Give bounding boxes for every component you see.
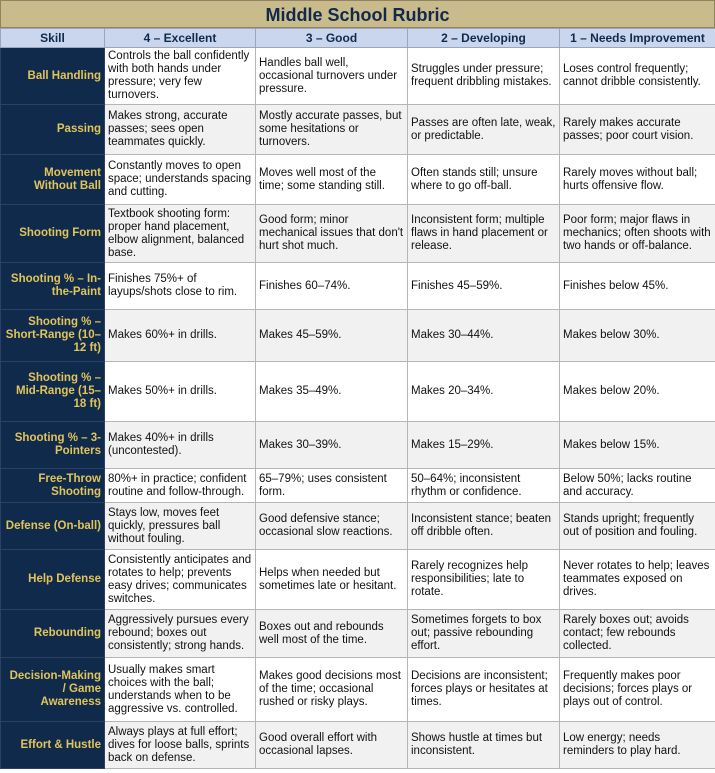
table-row	[1, 658, 715, 722]
rubric-cell: Stays low, moves feet quickly, pressures ball without fouling.	[105, 503, 256, 550]
column-header-good: 3 – Good	[256, 29, 408, 48]
skill-cell: Free-Throw Shooting	[1, 469, 105, 503]
rubric-cell: Makes 30–44%.	[408, 310, 560, 362]
rubric-cell: Finishes 60–74%.	[256, 263, 408, 310]
rubric-cell: Makes 45–59%.	[256, 310, 408, 362]
rubric-cell: Mostly accurate passes, but some hesitations or turnovers.	[256, 105, 408, 155]
skill-cell: Defense (On-ball)	[1, 503, 105, 550]
skill-cell: Help Defense	[1, 550, 105, 610]
skill-cell: Ball Handling	[1, 48, 105, 105]
rubric-cell: Constantly moves to open space; understands spacing and cutting.	[105, 155, 256, 205]
rubric-cell: Makes 60%+ in drills.	[105, 310, 256, 362]
rubric-cell: 50–64%; inconsistent rhythm or confidence.	[408, 469, 560, 503]
table-row	[1, 105, 715, 155]
table-row	[1, 469, 715, 503]
table-row	[1, 503, 715, 550]
rubric-cell: Usually makes smart choices with the ball; understands when to be aggressive vs. controlled.	[105, 658, 256, 722]
rubric-cell: Makes 15–29%.	[408, 422, 560, 469]
rubric-cell: Struggles under pressure; frequent dribbling mistakes.	[408, 48, 560, 105]
rubric-cell: Good defensive stance; occasional slow reactions.	[256, 503, 408, 550]
rubric-cell: Finishes below 45%.	[560, 263, 715, 310]
rubric-cell: Passes are often late, weak, or predictable.	[408, 105, 560, 155]
rubric-cell: Low energy; needs reminders to play hard.	[560, 722, 715, 769]
rubric-cell: Makes good decisions most of the time; occasional rushed or risky plays.	[256, 658, 408, 722]
rubric-cell: Makes 35–49%.	[256, 362, 408, 422]
table-row	[1, 48, 715, 105]
rubric-cell: Moves well most of the time; some standing still.	[256, 155, 408, 205]
rubric-cell: Makes 20–34%.	[408, 362, 560, 422]
column-header-needs-improvement: 1 – Needs Improvement	[560, 29, 715, 48]
rubric-cell: Loses control frequently; cannot dribble consistently.	[560, 48, 715, 105]
skill-cell: Decision-Making / Game Awareness	[1, 658, 105, 722]
column-header-skill: Skill	[1, 29, 105, 48]
skill-cell: Shooting % – Mid-Range (15–18 ft)	[1, 362, 105, 422]
rubric-cell: Rarely recognizes help responsibilities; late to rotate.	[408, 550, 560, 610]
rubric-cell: Makes below 20%.	[560, 362, 715, 422]
rubric-cell: Makes below 30%.	[560, 310, 715, 362]
table-row	[1, 550, 715, 610]
rubric-cell: 65–79%; uses consistent form.	[256, 469, 408, 503]
table-row	[1, 205, 715, 263]
rubric-cell: Makes strong, accurate passes; sees open teammates quickly.	[105, 105, 256, 155]
rubric-cell: Rarely makes accurate passes; poor court vision.	[560, 105, 715, 155]
table-row	[1, 722, 715, 769]
rubric-cell: Stands upright; frequently out of position and fouling.	[560, 503, 715, 550]
rubric-cell: Good form; minor mechanical issues that don't hurt shot much.	[256, 205, 408, 263]
page-title: Middle School Rubric	[0, 0, 715, 28]
column-header-excellent: 4 – Excellent	[105, 29, 256, 48]
table-row	[1, 610, 715, 658]
rubric-cell: Handles ball well, occasional turnovers under pressure.	[256, 48, 408, 105]
header-row	[1, 29, 715, 48]
skill-cell: Shooting % – In-the-Paint	[1, 263, 105, 310]
table-row	[1, 362, 715, 422]
rubric-cell: Rarely boxes out; avoids contact; few rebounds collected.	[560, 610, 715, 658]
table-row	[1, 422, 715, 469]
rubric-table	[0, 28, 715, 769]
rubric-cell: Aggressively pursues every rebound; boxes out consistently; strong hands.	[105, 610, 256, 658]
table-row	[1, 263, 715, 310]
rubric-cell: Poor form; major flaws in mechanics; often shoots with two hands or off-balance.	[560, 205, 715, 263]
skill-cell: Passing	[1, 105, 105, 155]
skill-cell: Shooting % – Short-Range (10–12 ft)	[1, 310, 105, 362]
rubric-cell: Good overall effort with occasional lapses.	[256, 722, 408, 769]
rubric-cell: Makes 40%+ in drills (uncontested).	[105, 422, 256, 469]
rubric-cell: 80%+ in practice; confident routine and follow-through.	[105, 469, 256, 503]
rubric-cell: Makes 30–39%.	[256, 422, 408, 469]
rubric-cell: Textbook shooting form: proper hand placement, elbow alignment, balanced base.	[105, 205, 256, 263]
rubric-cell: Never rotates to help; leaves teammates exposed on drives.	[560, 550, 715, 610]
rubric-cell: Below 50%; lacks routine and accuracy.	[560, 469, 715, 503]
skill-cell: Shooting % – 3-Pointers	[1, 422, 105, 469]
rubric-cell: Finishes 45–59%.	[408, 263, 560, 310]
rubric-cell: Shows hustle at times but inconsistent.	[408, 722, 560, 769]
table-row	[1, 155, 715, 205]
rubric-cell: Consistently anticipates and rotates to help; prevents easy drives; communicates switches.	[105, 550, 256, 610]
rubric-cell: Controls the ball confidently with both hands under pressure; very few turnovers.	[105, 48, 256, 105]
rubric-cell: Makes 50%+ in drills.	[105, 362, 256, 422]
rubric-cell: Helps when needed but sometimes late or hesitant.	[256, 550, 408, 610]
rubric-cell: Makes below 15%.	[560, 422, 715, 469]
rubric-cell: Inconsistent form; multiple flaws in hand placement or release.	[408, 205, 560, 263]
column-header-developing: 2 – Developing	[408, 29, 560, 48]
rubric-cell: Sometimes forgets to box out; passive rebounding effort.	[408, 610, 560, 658]
rubric-cell: Boxes out and rebounds well most of the time.	[256, 610, 408, 658]
rubric-cell: Decisions are inconsistent; forces plays or hesitates at times.	[408, 658, 560, 722]
rubric-cell: Finishes 75%+ of layups/shots close to rim.	[105, 263, 256, 310]
skill-cell: Shooting Form	[1, 205, 105, 263]
rubric-cell: Inconsistent stance; beaten off dribble often.	[408, 503, 560, 550]
skill-cell: Effort & Hustle	[1, 722, 105, 769]
skill-cell: Movement Without Ball	[1, 155, 105, 205]
rubric-cell: Often stands still; unsure where to go off-ball.	[408, 155, 560, 205]
rubric-cell: Frequently makes poor decisions; forces plays or plays out of control.	[560, 658, 715, 722]
skill-cell: Rebounding	[1, 610, 105, 658]
rubric-cell: Always plays at full effort; dives for loose balls, sprints back on defense.	[105, 722, 256, 769]
rubric-cell: Rarely moves without ball; hurts offensive flow.	[560, 155, 715, 205]
table-row	[1, 310, 715, 362]
